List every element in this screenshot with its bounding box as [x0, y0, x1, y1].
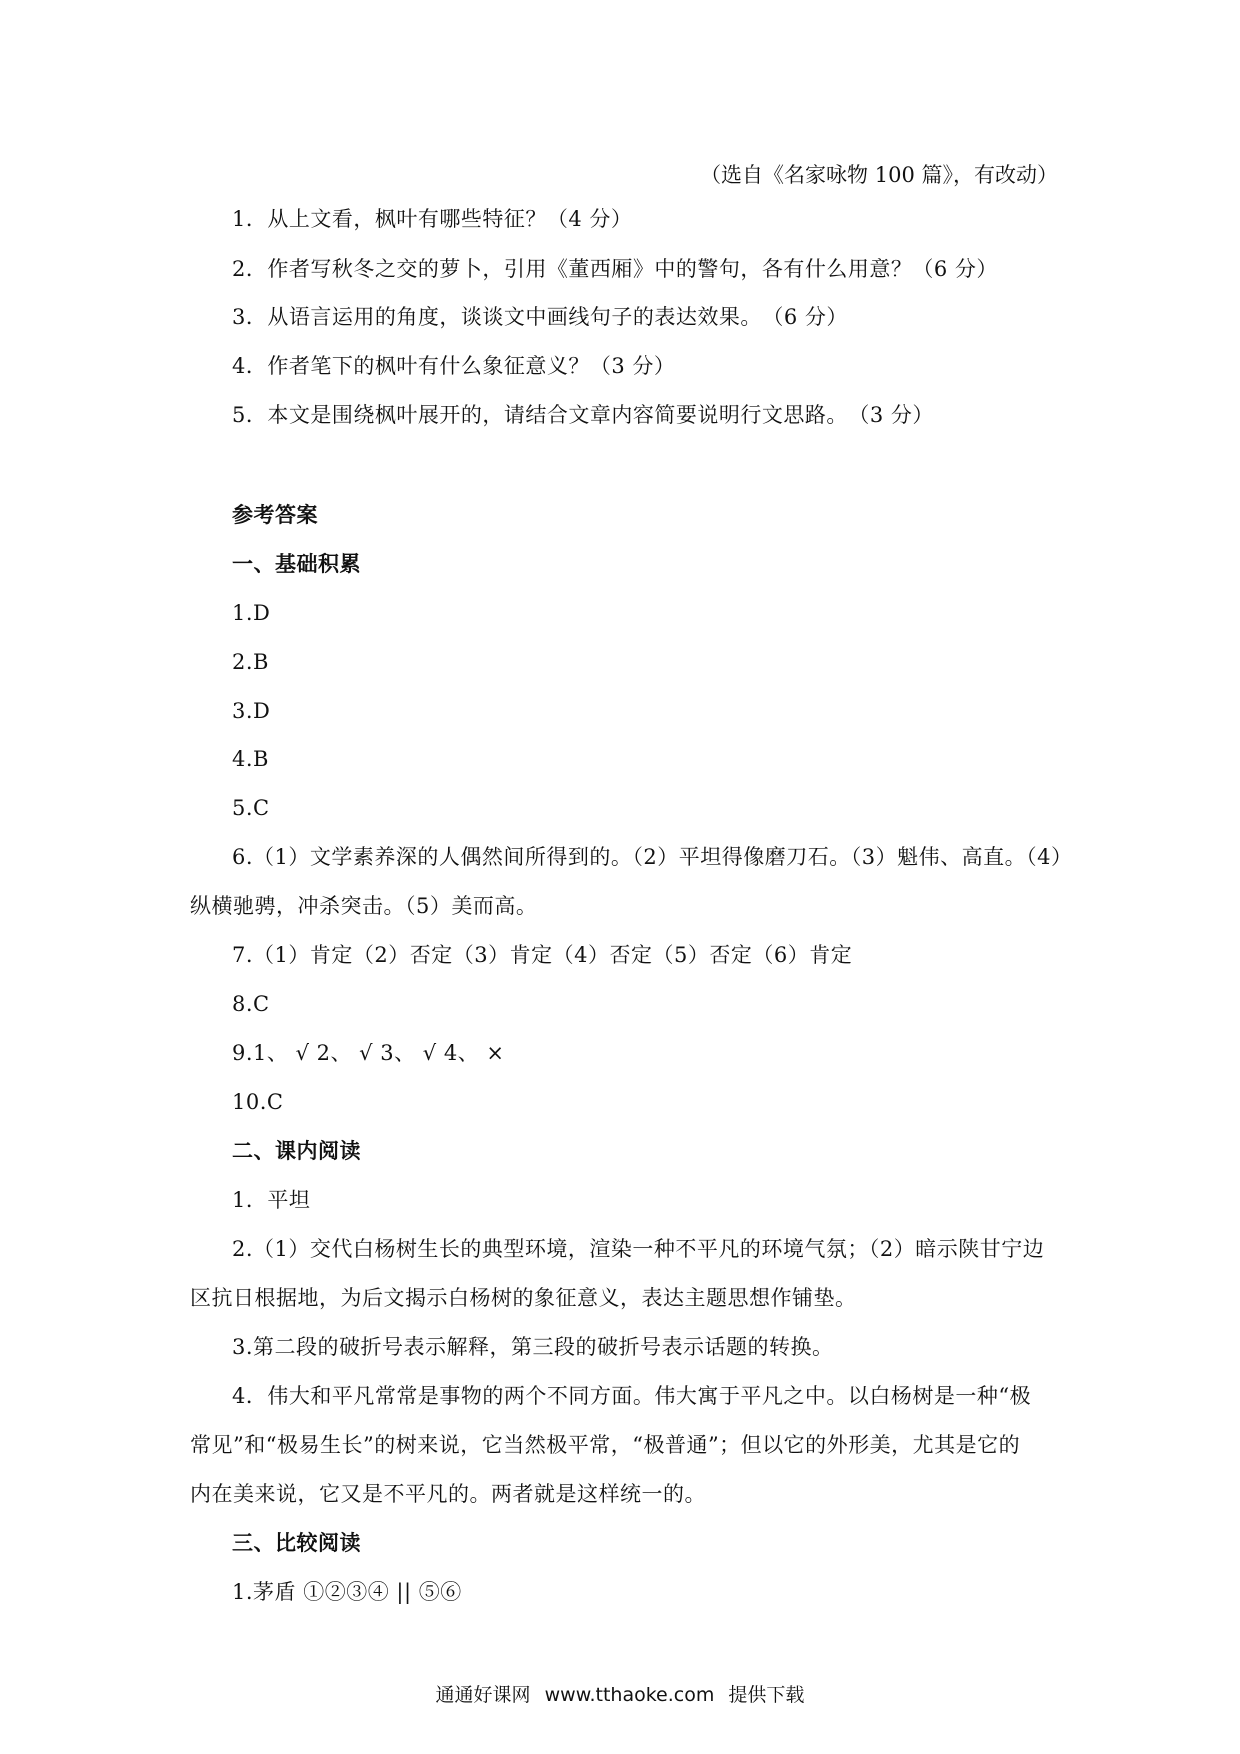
- section-1-heading: 一、基础积累: [232, 552, 361, 576]
- answer-1-4: 4.B: [232, 747, 269, 771]
- question-4: 4．作者笔下的枫叶有什么象征意义？（3 分）: [232, 354, 676, 378]
- question-5: 5．本文是围绕枫叶展开的，请结合文章内容简要说明行文思路。 （3 分）: [232, 403, 934, 427]
- footer-site-name: 通通好课网: [435, 1684, 531, 1706]
- answer-1-3: 3.D: [232, 699, 271, 723]
- question-2: 2．作者写秋冬之交的萝卜，引用《董西厢》中的警句，各有什么用意？（6 分）: [232, 257, 998, 281]
- answer-2-4-line-2: 常见”和“极易生长”的树来说，它当然极平常，“极普通”；但以它的外形美，尤其是它的: [190, 1433, 1021, 1457]
- answer-1-8: 8.C: [232, 992, 270, 1016]
- answer-1-6-line-2: 纵横驰骋，冲杀突击。（5）美而高。: [190, 894, 538, 918]
- section-3-heading: 三、比较阅读: [232, 1531, 361, 1555]
- answer-2-2-line-1: 2.（1）交代白杨树生长的典型环境，渲染一种不平凡的环境气氛；（2）暗示陕甘宁边: [232, 1237, 1045, 1261]
- answer-2-4-line-3: 内在美来说，它又是不平凡的。两者就是这样统一的。: [190, 1482, 706, 1506]
- answer-2-2-line-2: 区抗日根据地，为后文揭示白杨树的象征意义，表达主题思想作铺垫。: [190, 1286, 857, 1310]
- question-1: 1．从上文看，枫叶有哪些特征？（4 分）: [232, 207, 633, 231]
- answer-1-2: 2.B: [232, 650, 269, 674]
- answer-1-5: 5.C: [232, 796, 270, 820]
- answer-2-1: 1．平坦: [232, 1188, 311, 1212]
- answer-2-4-line-1: 4．伟大和平凡常常是事物的两个不同方面。伟大寓于平凡之中。以白杨树是一种“极: [232, 1384, 1032, 1408]
- source-citation: （选自《名家咏物 100 篇》，有改动）: [700, 163, 1058, 187]
- answer-1-10: 10.C: [232, 1090, 284, 1114]
- footer-url[interactable]: www.tthaoke.com: [544, 1684, 715, 1706]
- answer-1-1: 1.D: [232, 601, 271, 625]
- answers-title: 参考答案: [232, 503, 318, 527]
- answer-1-6-line-1: 6.（1）文学素养深的人偶然间所得到的。（2）平坦得像磨刀石。（3）魁伟、高直。（4）: [232, 845, 1073, 869]
- answer-1-9: 9.1、 √ 2、 √ 3、 √ 4、 ×: [232, 1041, 505, 1065]
- question-3: 3．从语言运用的角度，谈谈文中画线句子的表达效果。 （6 分）: [232, 305, 848, 329]
- footer-suffix: 提供下载: [728, 1684, 805, 1706]
- section-2-heading: 二、课内阅读: [232, 1139, 361, 1163]
- answer-1-7: 7.（1）肯定（2）否定（3）肯定（4）否定（5）否定（6）肯定: [232, 943, 853, 967]
- page-footer: [0, 1680, 1240, 1707]
- answer-2-3: 3.第二段的破折号表示解释，第三段的破折号表示话题的转换。: [232, 1335, 834, 1359]
- answer-3-1: 1.茅盾 ①②③④ || ⑤⑥: [232, 1580, 462, 1604]
